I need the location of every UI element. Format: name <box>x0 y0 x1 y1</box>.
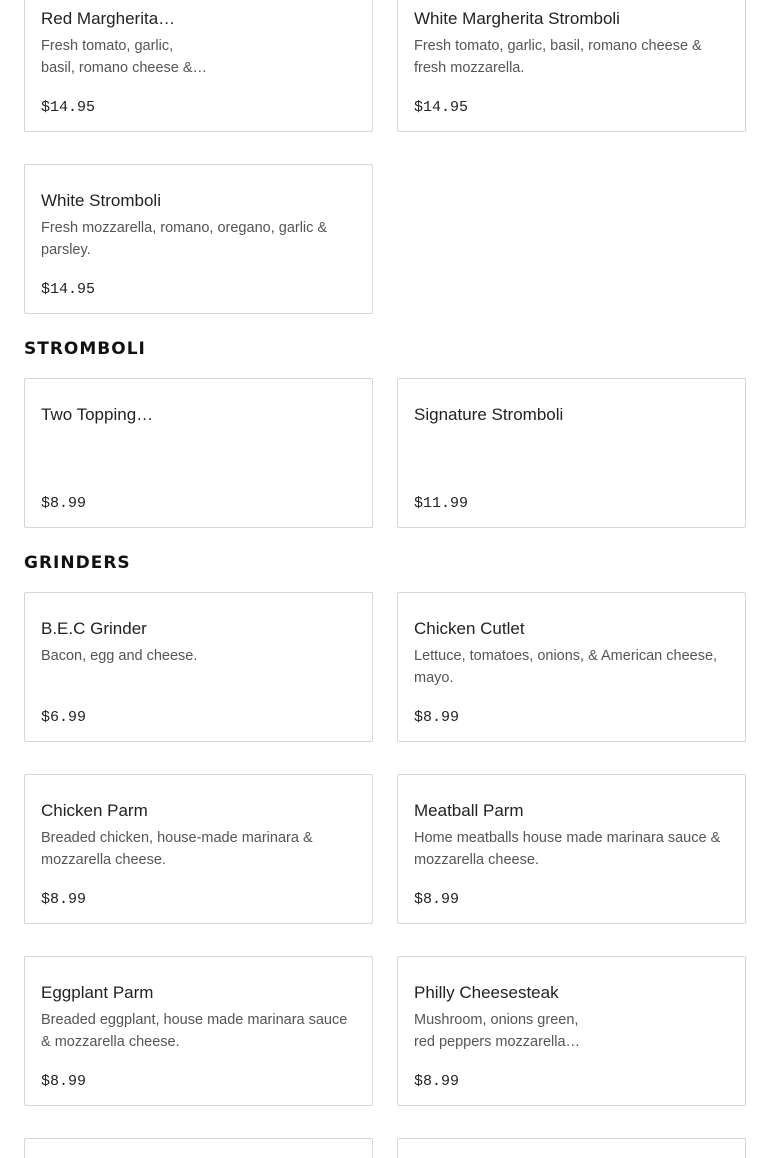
item-description: Bacon, egg and cheese. <box>41 648 198 664</box>
item-description: Fresh tomato, garlic, basil, romano cheese & fresh mozzarella. <box>414 38 702 76</box>
item-price: $11.99 <box>414 495 469 512</box>
item-price: $14.95 <box>414 99 469 116</box>
menu-item-card[interactable] <box>397 0 746 132</box>
item-title: White Margherita Stromboli <box>414 9 620 28</box>
item-title: B.E.C Grinder <box>41 619 147 638</box>
item-description: Mushroom, onions green, red peppers mozzarella… <box>414 1012 581 1050</box>
item-price: $14.95 <box>41 99 96 116</box>
item-title: Eggplant Parm <box>41 983 154 1002</box>
menu-item-card[interactable] <box>397 1138 746 1158</box>
item-description: Breaded eggplant, house made marinara sauce & mozzarella cheese. <box>41 1012 348 1050</box>
menu-item-card[interactable] <box>24 1138 373 1158</box>
menu-item-card[interactable] <box>24 956 373 1106</box>
item-title: Philly Cheesesteak <box>414 983 559 1002</box>
menu-item-card[interactable] <box>397 592 746 742</box>
item-title: White Stromboli <box>41 191 161 210</box>
section-heading-grinders: GRINDERS <box>24 553 131 573</box>
item-description: Breaded chicken, house-made marinara & mozzarella cheese. <box>41 830 313 868</box>
menu-item-card[interactable] <box>24 774 373 924</box>
item-price: $8.99 <box>414 709 460 726</box>
item-price: $8.99 <box>41 891 87 908</box>
item-title: Chicken Cutlet <box>414 619 525 638</box>
section-heading-stromboli: STROMBOLI <box>24 339 146 359</box>
item-description: Lettuce, tomatoes, onions, & American cheese, mayo. <box>414 648 718 686</box>
item-description: Home meatballs house made marinara sauce & mozzarella cheese. <box>414 830 721 868</box>
item-price: $6.99 <box>41 709 87 726</box>
item-price: $8.99 <box>41 495 87 512</box>
menu-item-card[interactable] <box>24 378 373 528</box>
item-price: $8.99 <box>41 1073 87 1090</box>
item-title: Meatball Parm <box>414 801 524 820</box>
item-price: $14.95 <box>41 281 96 298</box>
menu-item-card[interactable] <box>24 592 373 742</box>
menu-item-card[interactable] <box>397 956 746 1106</box>
menu-item-card[interactable] <box>397 774 746 924</box>
item-title: Signature Stromboli <box>414 405 564 424</box>
menu-item-card[interactable] <box>397 378 746 528</box>
item-title: Two Topping… <box>41 405 154 424</box>
item-price: $8.99 <box>414 1073 460 1090</box>
menu-item-card[interactable] <box>24 164 373 314</box>
item-title: Red Margherita… <box>41 9 176 28</box>
item-description: Fresh tomato, garlic, basil, romano cheese &… <box>41 38 208 76</box>
item-description: Fresh mozzarella, romano, oregano, garlic & parsley. <box>41 220 328 258</box>
item-title: Chicken Parm <box>41 801 148 820</box>
item-price: $8.99 <box>414 891 460 908</box>
menu-item-card[interactable] <box>24 0 373 132</box>
